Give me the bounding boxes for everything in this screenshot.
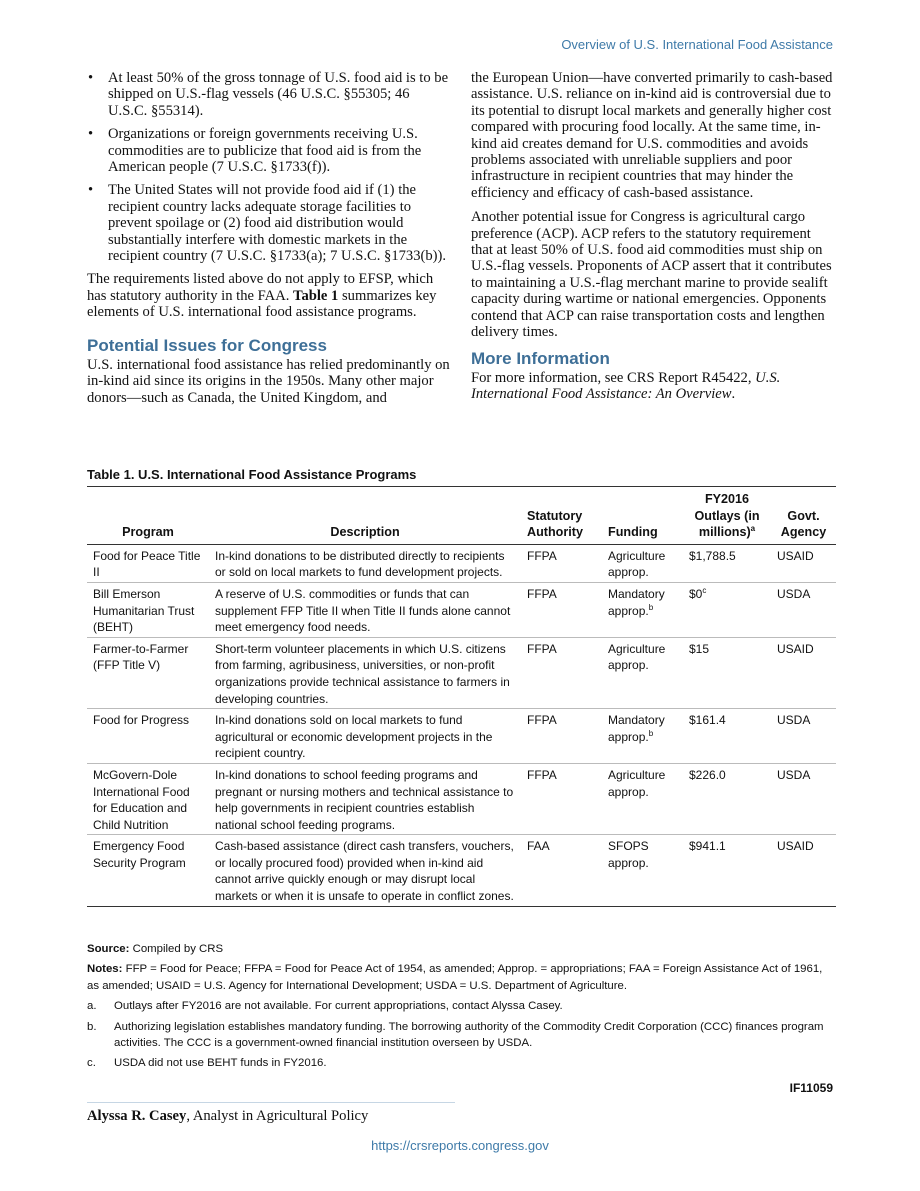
cell-outlays: $226.0	[683, 763, 771, 834]
paragraph: For more information, see CRS Report R45422, U.S. International Food Assistance: An Overview.	[471, 369, 781, 402]
report-id: IF11059	[789, 1081, 833, 1095]
cell-funding: Agriculture approp.	[602, 544, 683, 582]
footnote-marker: b	[648, 602, 654, 612]
col-header-authority: Statutory Authority	[521, 487, 602, 545]
cell-funding: SFOPS approp.	[602, 835, 683, 906]
source-line: Source: Compiled by CRS	[87, 943, 224, 955]
author-line: Alyssa R. Casey, Analyst in Agricultural Policy	[87, 1108, 369, 1124]
cell-agency: USDA	[771, 709, 836, 764]
table-row	[87, 709, 836, 764]
author-name: Alyssa R. Casey	[87, 1108, 187, 1124]
cell-program: Bill Emerson Humanitarian Trust (BEHT)	[87, 582, 209, 637]
table-row	[87, 544, 836, 582]
cell-authority: FFPA	[521, 544, 602, 582]
table-header-row	[87, 487, 836, 545]
footnote: c. USDA did not use BEHT funds in FY2016.	[87, 1057, 327, 1070]
cell-agency: USAID	[771, 544, 836, 582]
notes-line: Notes: FFP = Food for Peace; FFPA = Food for Peace Act of 1954, as amended; Approp. = appropriations; FAA = Foreign Assistance Act of 1961, as amended; USAID = U.S. Agency for International Development; USDA = U.S. Department of Agriculture.	[87, 963, 823, 992]
col-header-program: Program	[87, 487, 209, 545]
footnote-marker: b	[648, 728, 654, 738]
requirements-list	[87, 70, 450, 264]
table-row	[87, 582, 836, 637]
cell-outlays: $941.1	[683, 835, 771, 906]
col-header-funding: Funding	[602, 487, 683, 545]
cell-outlays: $0$^c$	[683, 582, 771, 637]
cell-description: In-kind donations to be distributed directly to recipients or sold on local markets to fund development projects.	[209, 544, 521, 582]
cell-description: A reserve of U.S. commodities or funds that can supplement FFP Title II when Title II funds alone cannot meet emergency food needs.	[209, 582, 521, 637]
footer-url[interactable]: https://crsreports.congress.gov	[371, 1138, 549, 1153]
report-title: U.S. International Food Assistance: An Overview	[471, 369, 781, 402]
table-notes	[87, 941, 836, 1076]
cell-funding: Mandatory approp.$^b$	[602, 582, 683, 637]
cell-agency: USAID	[771, 835, 836, 906]
running-header: Overview of U.S. International Food Assistance	[561, 37, 833, 52]
right-column	[471, 70, 834, 410]
list-item: • Organizations or foreign governments receiving U.S. commodities are to publicize that food aid is from the American people (7 U.S.C. §1733(f)).	[87, 126, 450, 175]
cell-description: In-kind donations to school feeding programs and pregnant or nursing mothers and technical assistance to help governments in recipient countries establish national school feeding programs.	[209, 763, 521, 834]
cell-authority: FAA	[521, 835, 602, 906]
list-item: • The United States will not provide food aid if (1) the recipient country lacks adequate storage facilities to prevent spoilage or (2) food aid distribution would substantially interfere with domestic markets in the recipient country (7 U.S.C. §1733(a); 7 U.S.C. §1733(b)).	[87, 182, 450, 264]
paragraph: Another potential issue for Congress is agricultural cargo preference (ACP). ACP refers to the statutory requirement that at least 50% of U.S. food aid commodities must ship on U.S.-flag vessels. Proponents of ACP assert that it contributes to maintaining a U.S.-flag merchant marine to provide sealift capacity during wartime or national emergencies. Opponents contend that ACP can raise transportation costs and lengthen delivery times.	[471, 209, 832, 341]
cell-description: Short-term volunteer placements in which U.S. citizens from farming, agribusiness, universities, or non-profit organizations provide technical assistance to farmers in developing countries.	[209, 637, 521, 708]
col-header-description: Description	[209, 487, 521, 545]
table-title: Table 1. U.S. International Food Assistance Programs	[87, 467, 417, 482]
cell-agency: USDA	[771, 763, 836, 834]
cell-program: Emergency Food Security Program	[87, 835, 209, 906]
cell-funding: Agriculture approp.	[602, 763, 683, 834]
programs-table	[87, 486, 836, 907]
cell-program: McGovern-Dole International Food for Education and Child Nutrition	[87, 763, 209, 834]
table-reference: Table 1	[293, 287, 339, 304]
cell-program: Farmer-to-Farmer (FFP Title V)	[87, 637, 209, 708]
left-column	[87, 70, 450, 414]
cell-funding: Mandatory approp.$^b$	[602, 709, 683, 764]
footnote-marker: c	[702, 585, 707, 595]
cell-outlays: $1,788.5	[683, 544, 771, 582]
footnote: b. Authorizing legislation establishes mandatory funding. The borrowing authority of the Commodity Credit Corporation (CCC) finances program activities. The CCC is a government-owned financial institution overseen by USDA.	[87, 1020, 824, 1050]
paragraph: The requirements listed above do not apply to EFSP, which has statutory authority in the FAA. Table 1 summarizes key elements of U.S. international food assistance programs.	[87, 271, 437, 321]
section-heading: Potential Issues for Congress	[87, 335, 327, 355]
cell-description: In-kind donations sold on local markets to fund agricultural or economic development projects in the recipient country.	[209, 709, 521, 764]
cell-authority: FFPA	[521, 763, 602, 834]
cell-program: Food for Progress	[87, 709, 209, 764]
cell-program: Food for Peace Title II	[87, 544, 209, 582]
cell-description: Cash-based assistance (direct cash transfers, vouchers, or locally procured food) provided when in-kind aid cannot arrive quickly enough or may disrupt local markets or when it is unsafe to operate in conflict zones.	[209, 835, 521, 906]
table-row	[87, 763, 836, 834]
col-header-outlays: FY2016 Outlays (in millions)$^a$	[683, 487, 771, 545]
footnote-marker: a	[750, 524, 756, 533]
list-item: • At least 50% of the gross tonnage of U.S. food aid is to be shipped on U.S.-flag vessels (46 U.S.C. §55305; 46 U.S.C. §55314).	[87, 70, 450, 119]
cell-outlays: $15	[683, 637, 771, 708]
cell-outlays: $161.4	[683, 709, 771, 764]
paragraph: the European Union—have converted primarily to cash-based assistance. U.S. reliance on in-kind aid is controversial due to its potential to disrupt local markets and generally higher cost compared with procuring food locally. At the same time, in-kind aid creates demand for U.S. commodities and avoids problems associated with unreliable suppliers and poor infrastructure in recipient countries that may hinder the efficiency and efficacy of cash-based assistance.	[471, 70, 833, 201]
cell-authority: FFPA	[521, 709, 602, 764]
cell-funding: Agriculture approp.	[602, 637, 683, 708]
divider	[87, 1102, 455, 1103]
cell-agency: USAID	[771, 637, 836, 708]
footnote: a. Outlays after FY2016 are not available. For current appropriations, contact Alyssa Casey.	[87, 1000, 563, 1013]
table-row	[87, 637, 836, 708]
section-heading: More Information	[471, 348, 610, 368]
paragraph: U.S. international food assistance has relied predominantly on in-kind aid since its origins in the 1950s. Many other major donors—such as Canada, the United Kingdom, and	[87, 356, 450, 406]
table-row	[87, 835, 836, 906]
col-header-agency: Govt. Agency	[771, 487, 836, 545]
cell-authority: FFPA	[521, 582, 602, 637]
cell-authority: FFPA	[521, 637, 602, 708]
cell-agency: USDA	[771, 582, 836, 637]
